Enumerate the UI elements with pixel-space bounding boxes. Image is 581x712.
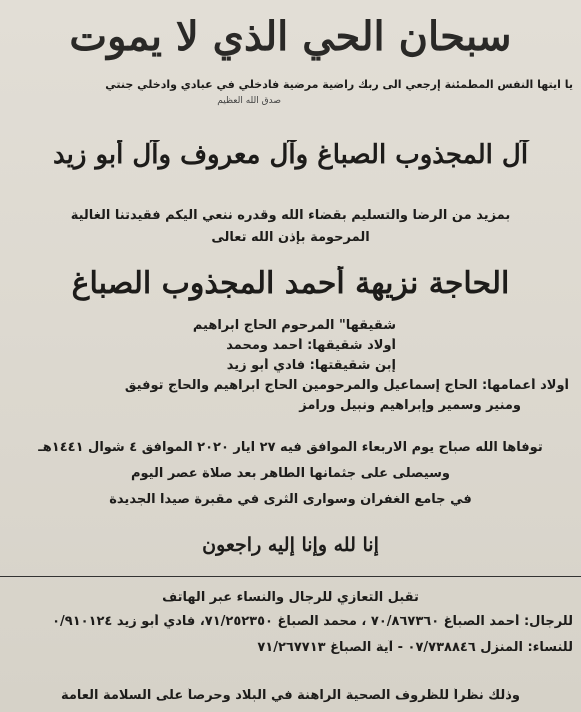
relative-line: أولاد أعمامها: الحاج إسماعيل والمرحومين الحاج ابراهيم والحاج توفيق <box>124 378 569 393</box>
deceased-name: الحاجة نزيهة أحمد المجذوب الصباغ <box>71 266 510 301</box>
footer-note: وذلك نظراً للظروف الصحية الراهنة في البلاد وحرصاً على السلامة العامة <box>60 688 521 703</box>
divider <box>0 576 581 577</box>
funeral-prayer-line: وسيصلى على جثمانها الطاهر بعد صلاة عصر اليوم <box>131 466 450 481</box>
condolences-women: للنساء: المنزل ٠٧/٧٣٨٨٤٦ - آية الصباغ ٧١/٢٦٧٧١٣ <box>257 640 573 655</box>
families-title: آل المجذوب الصباغ وآل معروف وآل أبو زيد <box>52 140 529 170</box>
condolences-men: للرجال: أحمد الصباغ ٧٠/٨٦٧٣٦٠ ، محمد الصباغ ٧١/٢٥٢٣٥٠، فادي أبو زيد ٠/٩١٠١٢٤ <box>52 614 573 629</box>
intro-line-1: بمزيد من الرضا والتسليم بقضاء الله وقدره ننعي اليكم فقيدتنا الغالية <box>70 208 511 223</box>
calligraphy-header: سبحان الحي الذي لا يموت <box>69 13 512 60</box>
death-date-line: توفاها الله صباح يوم الاربعاء الموافق فيه ٢٧ ايار ٢٠٢٠ الموافق ٤ شوال ١٤٤١هـ <box>38 440 543 455</box>
verse-reference: صدق الله العظيم <box>217 96 281 106</box>
relative-line: ومنير وسمير وإبراهيم ونبيل ورامز <box>299 398 521 413</box>
relative-line: شقيقها" المرحوم الحاج ابراهيم <box>192 318 396 333</box>
relative-line: أولاد شقيقها: أحمد ومحمد <box>226 338 396 353</box>
relative-line: إبن شقيقتها: فادي أبو زيد <box>226 358 396 373</box>
burial-line: في جامع الغفران وسوارى الثرى في مقبرة صيدا الجديدة <box>109 492 472 507</box>
intro-line-2: المرحومة بإذن الله تعالى <box>211 230 370 245</box>
condolences-title: تقبل التعازي للرجال والنساء عبر الهاتف <box>162 590 419 605</box>
closing-phrase: إنا لله وإنا إليه راجعون <box>202 534 379 556</box>
quran-verse: يا ايتها النفس المطمئنة إرجعي الى ربك راضية مرضية فادخلي في عبادي وادخلي جنتي <box>105 78 573 91</box>
